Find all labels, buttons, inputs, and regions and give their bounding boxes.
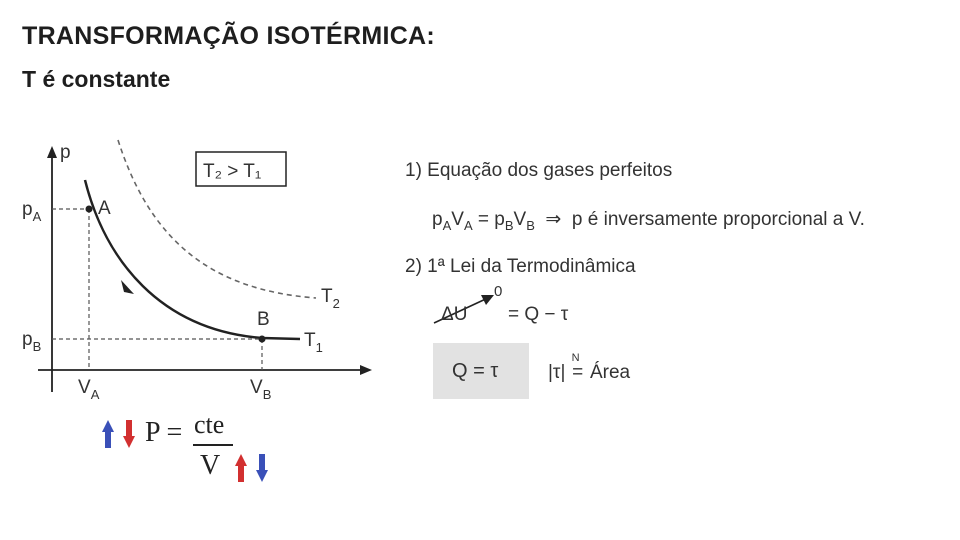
page-subtitle: T é constante [22,66,171,92]
step2-heading: 2) 1ª Lei da Termodinâmica [405,256,636,277]
formula-numerator: cte [194,410,225,439]
point-B [259,336,266,343]
zero-label: 0 [494,283,503,300]
pA-label: $p_A$ [22,199,42,224]
formula-p: P = [145,417,183,448]
down-arrow-blue-icon [256,454,268,482]
T1-label: $T_1$ [304,330,323,355]
p-axis-arrow-icon [47,146,57,158]
formula-denominator: V [200,450,221,481]
p-axis-label: p [60,142,71,163]
VB-label: $V_B$ [250,377,272,402]
step1-heading: 1) Equação dos gases perfeitos [405,160,673,181]
temperature-box-text: T₂ > T₁ [203,161,262,182]
fraction-bar [193,444,233,446]
area-equation: |τ| N = Área [548,352,631,383]
VA-label: $V_A$ [78,377,100,402]
q-equals-tau: Q = τ [452,360,499,382]
up-arrow-red-icon [235,454,247,482]
pB-label: $p_B$ [22,329,42,354]
delta-u: ΔU [441,304,468,325]
up-arrow-blue-icon [102,420,114,448]
T2-label: $T_2$ [321,286,340,311]
point-A [86,206,93,213]
point-B-label: B [257,309,270,330]
down-arrow-red-icon [123,420,135,448]
gas-law-equation: $p_AV_A = p_BV_B$ ⇒ p é inversamente proporcional a V. [432,209,865,233]
page-title: TRANSFORMAÇÃO ISOTÉRMICA: [22,22,436,50]
direction-arrow-icon [121,280,134,294]
point-A-label: A [98,198,111,219]
v-axis-arrow-icon [360,365,372,375]
first-law-rhs: = Q − τ [508,304,569,325]
